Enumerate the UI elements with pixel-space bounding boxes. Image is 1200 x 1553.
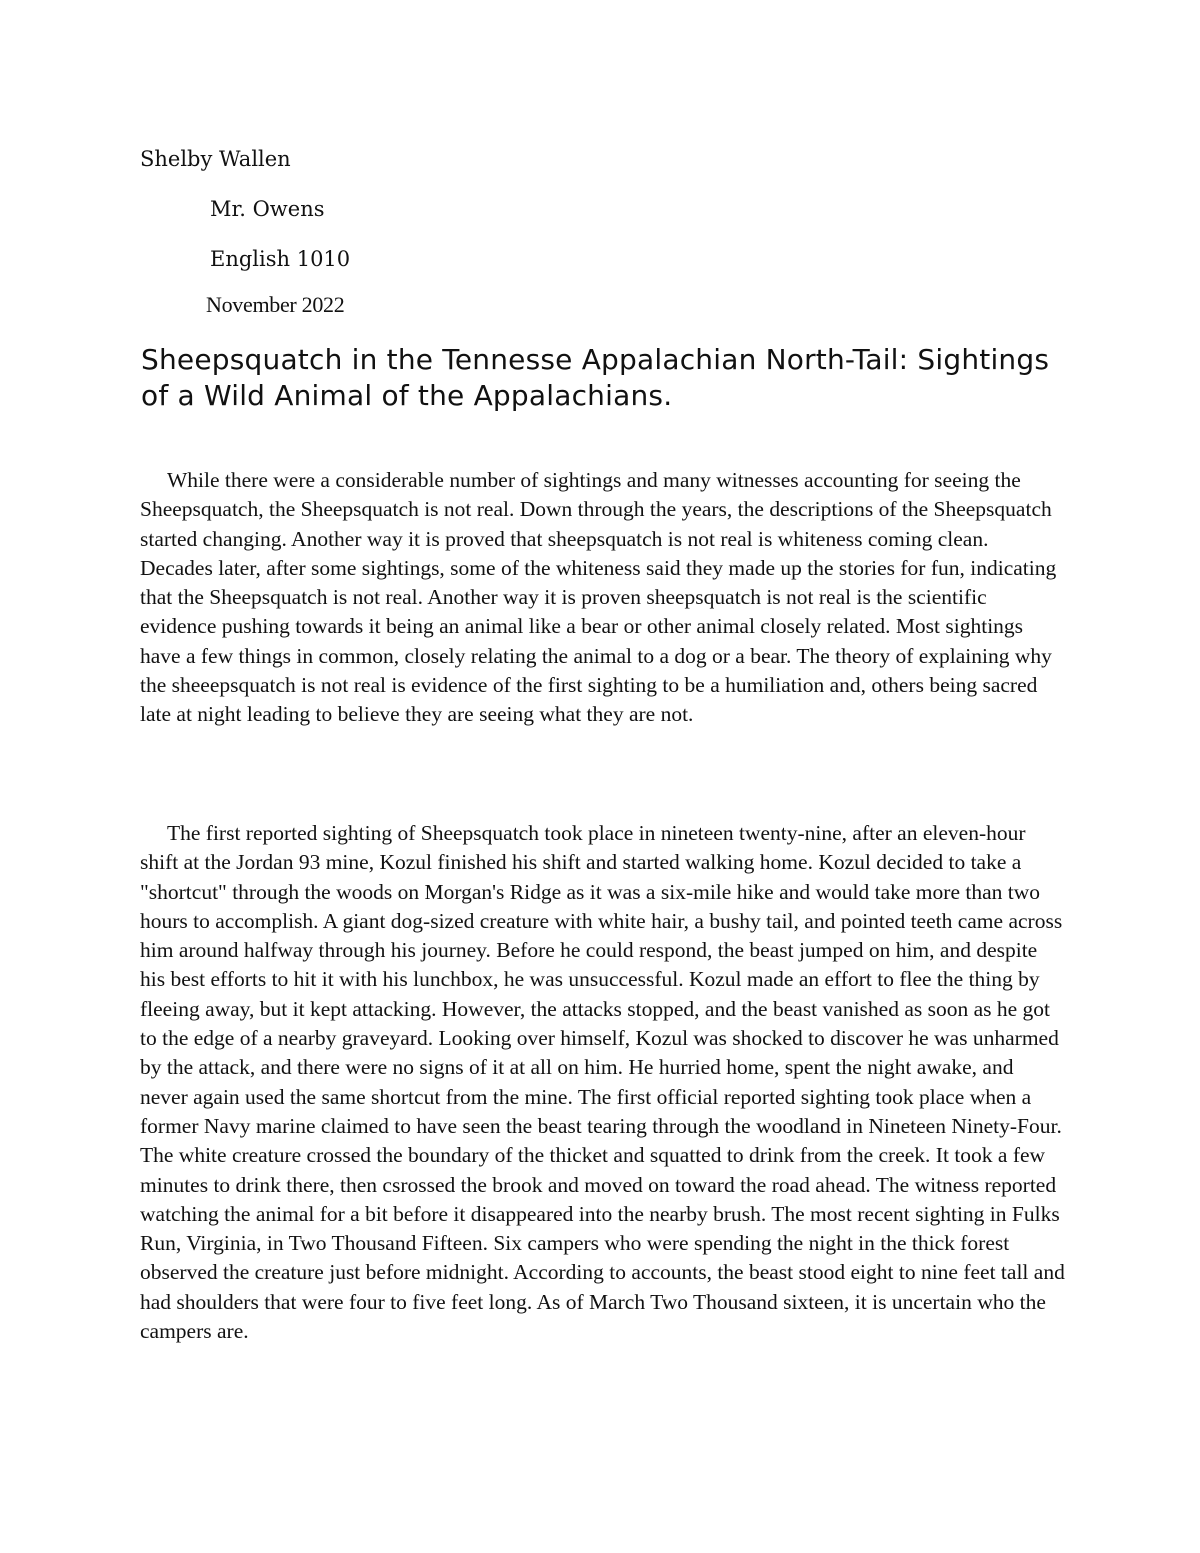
body-paragraph-2: The first reported sighting of Sheepsquatch took place in nineteen twenty-nine, after an eleven-hour shift at the Jordan 93 mine, Kozul finished his shift and started walking home. Kozul decided to take a "shortcut" through the woods on Morgan's Ridge as it was a six-mile hike and would take more than two hours to accomplish. A giant dog-sized creature with white hair, a bushy tail, and pointed teeth came across him around halfway through his journey. Before he could respond, the beast jumped on him, and despite his best efforts to hit it with his lunchbox, he was unsuccessful. Kozul made an effort to flee the thing by fleeing away, but it kept attacking. However, the attacks stopped, and the beast vanished as soon as he got to the edge of a nearby graveyard. Looking over himself, Kozul was shocked to discover he was unharmed by the attack, and there were no signs of it at all on him. He hurried home, spent the night awake, and never again used the same shortcut from the mine. The first official reported sighting took place when a former Navy marine claimed to have seen the beast tearing through the woodland in Nineteen Ninety-Four. The white creature crossed the boundary of the thicket and squatted to drink from the creek. It took a few minutes to drink there, then csrossed the brook and moved on toward the road ahead. The witness reported watching the animal for a bit before it disappeared into the nearby brush. The most recent sighting in Fulks Run, Virginia, in Two Thousand Fifteen. Six campers who were spending the night in the thick forest observed the creature just before midnight. According to accounts, the beast stood eight to nine feet tall and had shoulders that were four to five feet long. As of March Two Thousand sixteen, it is uncertain who the campers are. <box>140 821 1065 1344</box>
teacher-name: Mr. Owens <box>210 197 325 221</box>
course-name: English 1010 <box>210 247 351 271</box>
student-name: Shelby Wallen <box>140 147 291 171</box>
document-date: November 2022 <box>206 292 345 317</box>
body-paragraph-1: While there were a considerable number of sightings and many witnesses accounting for seeing the Sheepsquatch, the Sheepsquatch is not real. Down through the years, the descriptions of the Sheepsquatch started changing. Another way it is proved that sheepsquatch is not real is whiteness coming clean. Decades later, after some sightings, some of the whiteness said they made up the stories for fun, indicating that the Sheepsquatch is not real. Another way it is proven sheepsquatch is not real is the scientific evidence pushing towards it being an animal like a bear or other animal closely related. Most sightings have a few things in common, closely relating the animal to a dog or a bear. The theory of explaining why the sheeepsquatch is not real is evidence of the first sighting to be a humiliation and, others being sacred late at night leading to believe they are seeing what they are not. <box>140 468 1057 727</box>
document-title: Sheepsquatch in the Tennesse Appalachian North-Tail: Sightings of a Wild Animal of the Appalachians. <box>141 343 1050 412</box>
